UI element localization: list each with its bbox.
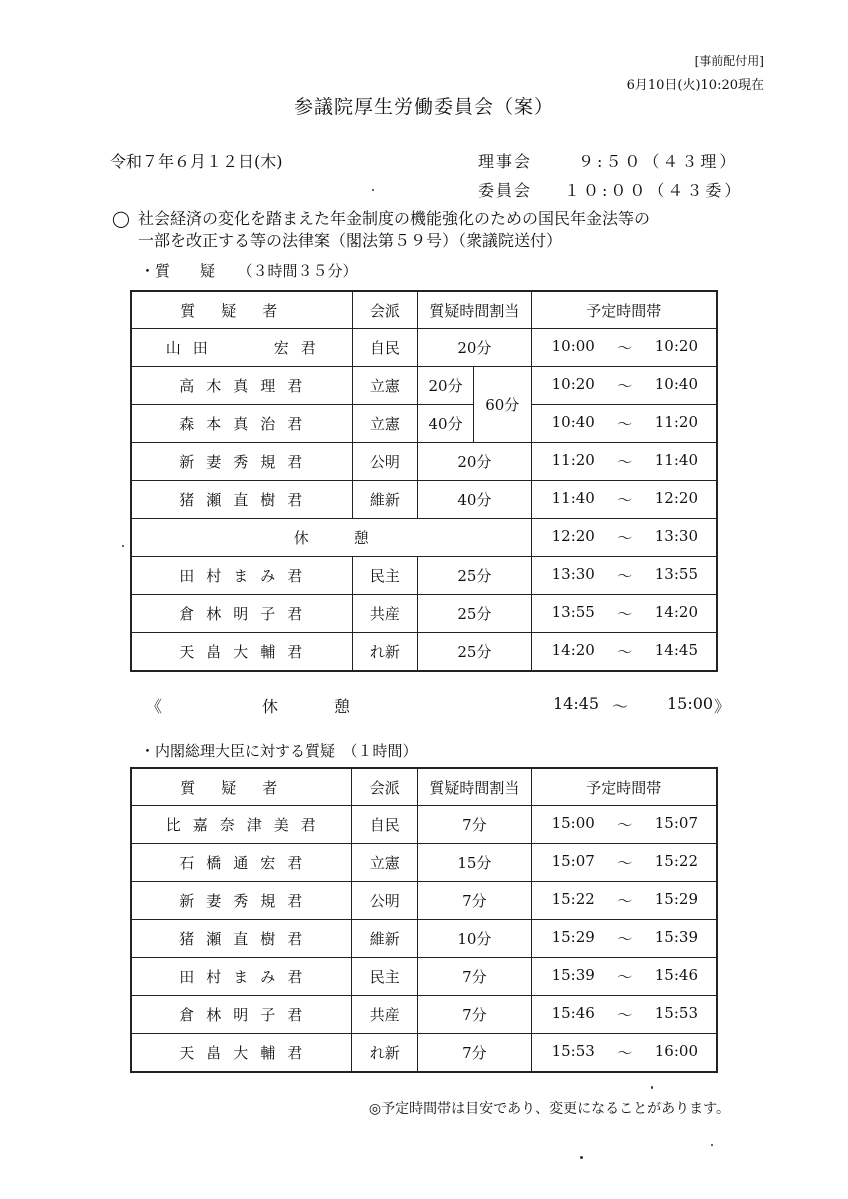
- slot-end: 15:07: [654, 814, 698, 832]
- party: 立憲: [352, 844, 418, 882]
- slot-start: 12:20: [551, 527, 595, 545]
- distribution-tag: [事前配付用]: [694, 54, 764, 68]
- wave-dash: 〜: [617, 567, 633, 585]
- wave-dash: 〜: [617, 643, 633, 661]
- wave-dash: 〜: [617, 453, 633, 471]
- party: 自民: [352, 329, 418, 367]
- slot-end: 15:22: [654, 852, 698, 870]
- party: 共産: [352, 595, 418, 633]
- time-slot: [532, 413, 716, 434]
- slot-end: 12:20: [654, 489, 698, 507]
- slot-end: 16:00: [654, 1042, 698, 1060]
- time-slot: [532, 966, 716, 987]
- wave-dash: 〜: [617, 892, 633, 910]
- footer-note: ◎予定時間帯は目安であり、変更になることがあります。: [368, 1101, 730, 1117]
- party: 立憲: [352, 367, 418, 405]
- slot-end: 14:20: [654, 603, 698, 621]
- slot-end: 10:20: [654, 337, 698, 355]
- slot-end: 15:53: [654, 1004, 698, 1022]
- allocation: 7分: [418, 806, 531, 844]
- slot-start: 15:29: [551, 928, 595, 946]
- slot-start: 15:53: [551, 1042, 595, 1060]
- time-slot: [532, 337, 716, 358]
- allocation: 7分: [418, 958, 531, 996]
- table-header-row: [131, 768, 717, 806]
- break-label: 休 憩: [131, 519, 531, 557]
- slot-end: 15:29: [654, 890, 698, 908]
- bill-line-1: 社会経済の変化を踏まえた年金制度の機能強化のための国民年金法等の: [138, 209, 651, 228]
- col-allocation: 質疑時間割当: [418, 768, 531, 806]
- questioner-name: 猪瀬直樹君: [131, 481, 352, 519]
- party: 民主: [352, 958, 418, 996]
- col-party: 会派: [352, 291, 418, 329]
- party: 公明: [352, 882, 418, 920]
- table-row: [131, 367, 717, 405]
- time-slot: [532, 890, 716, 911]
- wave-dash: 〜: [617, 1006, 633, 1024]
- col-time-slot: 予定時間帯: [531, 768, 717, 806]
- slot-start: 13:55: [551, 603, 595, 621]
- time-slot: [532, 852, 716, 873]
- party: 立憲: [352, 405, 418, 443]
- questioning-table: [130, 290, 718, 672]
- questioner-name: 山田 宏君: [131, 329, 352, 367]
- table-row: [131, 996, 717, 1034]
- questioner-name: 新妻秀規君: [131, 882, 352, 920]
- wave-dash: 〜: [617, 339, 633, 357]
- allocation: 15分: [418, 844, 531, 882]
- table-row: [131, 920, 717, 958]
- slot-start: 14:20: [551, 641, 595, 659]
- table-row: [131, 1034, 717, 1073]
- time-slot: [532, 565, 716, 586]
- wave-dash: 〜: [617, 816, 633, 834]
- page-title: 参議院厚生労働委員会（案）: [293, 96, 554, 118]
- time-slot: [532, 1042, 716, 1063]
- slot-start: 10:00: [551, 337, 595, 355]
- committee-meeting-label: 委員会: [478, 181, 533, 200]
- slot-start: 10:20: [551, 375, 595, 393]
- as-of-timestamp: 6月10日(火)10:20現在: [626, 78, 764, 93]
- allocation: 7分: [418, 1034, 531, 1073]
- time-slot: [532, 489, 716, 510]
- allocation: 10分: [418, 920, 531, 958]
- table-header-row: [131, 291, 717, 329]
- wave-dash: 〜: [617, 930, 633, 948]
- scan-speck: [122, 545, 124, 547]
- break-row: [131, 519, 717, 557]
- wave-dash: 〜: [617, 968, 633, 986]
- board-meeting-label: 理事会: [478, 152, 533, 171]
- time-slot: [532, 641, 716, 662]
- questioner-name: 倉林明子君: [131, 595, 352, 633]
- recess-end: 15:00: [667, 694, 714, 713]
- slot-end: 13:30: [654, 527, 698, 545]
- wave-dash: 〜: [617, 491, 633, 509]
- questioner-name: 天畠大輔君: [131, 1034, 352, 1073]
- circle-mark-icon: ◯: [112, 209, 130, 228]
- slot-start: 11:20: [551, 451, 595, 469]
- col-time-slot: 予定時間帯: [531, 291, 717, 329]
- questioner-name: 倉林明子君: [131, 996, 352, 1034]
- allocation: 20分: [418, 443, 531, 481]
- slot-end: 10:40: [654, 375, 698, 393]
- table-row: [131, 595, 717, 633]
- questioner-name: 新妻秀規君: [131, 443, 352, 481]
- allocation: 40分: [418, 481, 531, 519]
- slot-end: 13:55: [654, 565, 698, 583]
- party: れ新: [352, 633, 418, 672]
- time-slot: [532, 928, 716, 949]
- questioner-name: 比嘉奈津美君: [131, 806, 352, 844]
- time-slot: [532, 451, 716, 472]
- questioner-name: 石橋通宏君: [131, 844, 352, 882]
- allocation: 20分: [418, 367, 474, 405]
- scan-speck: [372, 189, 374, 191]
- time-slot: [532, 1004, 716, 1025]
- committee-meeting-time: １０:００（４３委）: [564, 181, 744, 200]
- questioner-name: 高木真理君: [131, 367, 352, 405]
- slot-end: 11:40: [654, 451, 698, 469]
- slot-start: 15:39: [551, 966, 595, 984]
- meeting-date: 令和７年６月１２日(木): [110, 152, 283, 171]
- wave-dash: 〜: [617, 1044, 633, 1062]
- recess-start: 14:45: [553, 694, 600, 713]
- col-allocation: 質疑時間割当: [418, 291, 531, 329]
- wave-dash: 〜: [617, 529, 633, 547]
- time-slot: [532, 527, 716, 548]
- scan-speck: [580, 1156, 583, 1159]
- col-questioner: 質疑者: [180, 301, 304, 320]
- section-questioning-heading: ・質 疑 （３時間３５分）: [140, 262, 358, 280]
- board-meeting-time: ９:５０（４３理）: [578, 152, 739, 171]
- slot-end: 14:45: [654, 641, 698, 659]
- questioner-name: 森本真治君: [131, 405, 352, 443]
- time-slot: [532, 814, 716, 835]
- time-slot: [532, 603, 716, 624]
- party: 維新: [352, 481, 418, 519]
- table-row: [131, 481, 717, 519]
- group-allocation: 60分: [473, 367, 531, 443]
- col-questioner: 質疑者: [180, 778, 304, 797]
- table-row: [131, 882, 717, 920]
- party: 民主: [352, 557, 418, 595]
- slot-start: 15:00: [551, 814, 595, 832]
- recess-label: 休 憩: [262, 697, 359, 716]
- questioner-name: 猪瀬直樹君: [131, 920, 352, 958]
- slot-start: 13:30: [551, 565, 595, 583]
- wave-dash: 〜: [617, 605, 633, 623]
- allocation: 40分: [418, 405, 474, 443]
- bill-title: [112, 208, 732, 252]
- party: 自民: [352, 806, 418, 844]
- questioner-name: 田村まみ君: [131, 557, 352, 595]
- slot-start: 15:46: [551, 1004, 595, 1022]
- slot-start: 11:40: [551, 489, 595, 507]
- table-row: [131, 844, 717, 882]
- wave-dash: 〜: [617, 415, 633, 433]
- recess-open-bracket: 《: [146, 697, 163, 716]
- table-row: [131, 329, 717, 367]
- slot-start: 15:07: [551, 852, 595, 870]
- table-row: [131, 405, 717, 443]
- slot-end: 15:46: [654, 966, 698, 984]
- allocation: 7分: [418, 882, 531, 920]
- questioner-name: 田村まみ君: [131, 958, 352, 996]
- allocation: 25分: [418, 595, 531, 633]
- slot-start: 15:22: [551, 890, 595, 908]
- slot-end: 15:39: [654, 928, 698, 946]
- scan-speck: [711, 1144, 713, 1146]
- questioner-name: 天畠大輔君: [131, 633, 352, 672]
- slot-end: 11:20: [654, 413, 698, 431]
- table-row: [131, 806, 717, 844]
- wave-dash: 〜: [612, 697, 629, 716]
- allocation: 25分: [418, 557, 531, 595]
- bill-line-2: 一部を改正する等の法律案（閣法第５９号）（衆議院送付）: [138, 231, 563, 250]
- table-row: [131, 557, 717, 595]
- party: れ新: [352, 1034, 418, 1073]
- wave-dash: 〜: [617, 377, 633, 395]
- table-row: [131, 958, 717, 996]
- allocation: 25分: [418, 633, 531, 672]
- scan-speck: [651, 1086, 653, 1089]
- wave-dash: 〜: [617, 854, 633, 872]
- allocation: 20分: [418, 329, 531, 367]
- pm-questioning-table: [130, 767, 718, 1073]
- table-row: [131, 633, 717, 672]
- col-party: 会派: [352, 768, 418, 806]
- slot-start: 10:40: [551, 413, 595, 431]
- section-pm-heading: ・内閣総理大臣に対する質疑 （１時間）: [140, 742, 418, 760]
- party: 維新: [352, 920, 418, 958]
- allocation: 7分: [418, 996, 531, 1034]
- recess-close-bracket: 》: [714, 697, 731, 716]
- party: 公明: [352, 443, 418, 481]
- time-slot: [532, 375, 716, 396]
- table-row: [131, 443, 717, 481]
- party: 共産: [352, 996, 418, 1034]
